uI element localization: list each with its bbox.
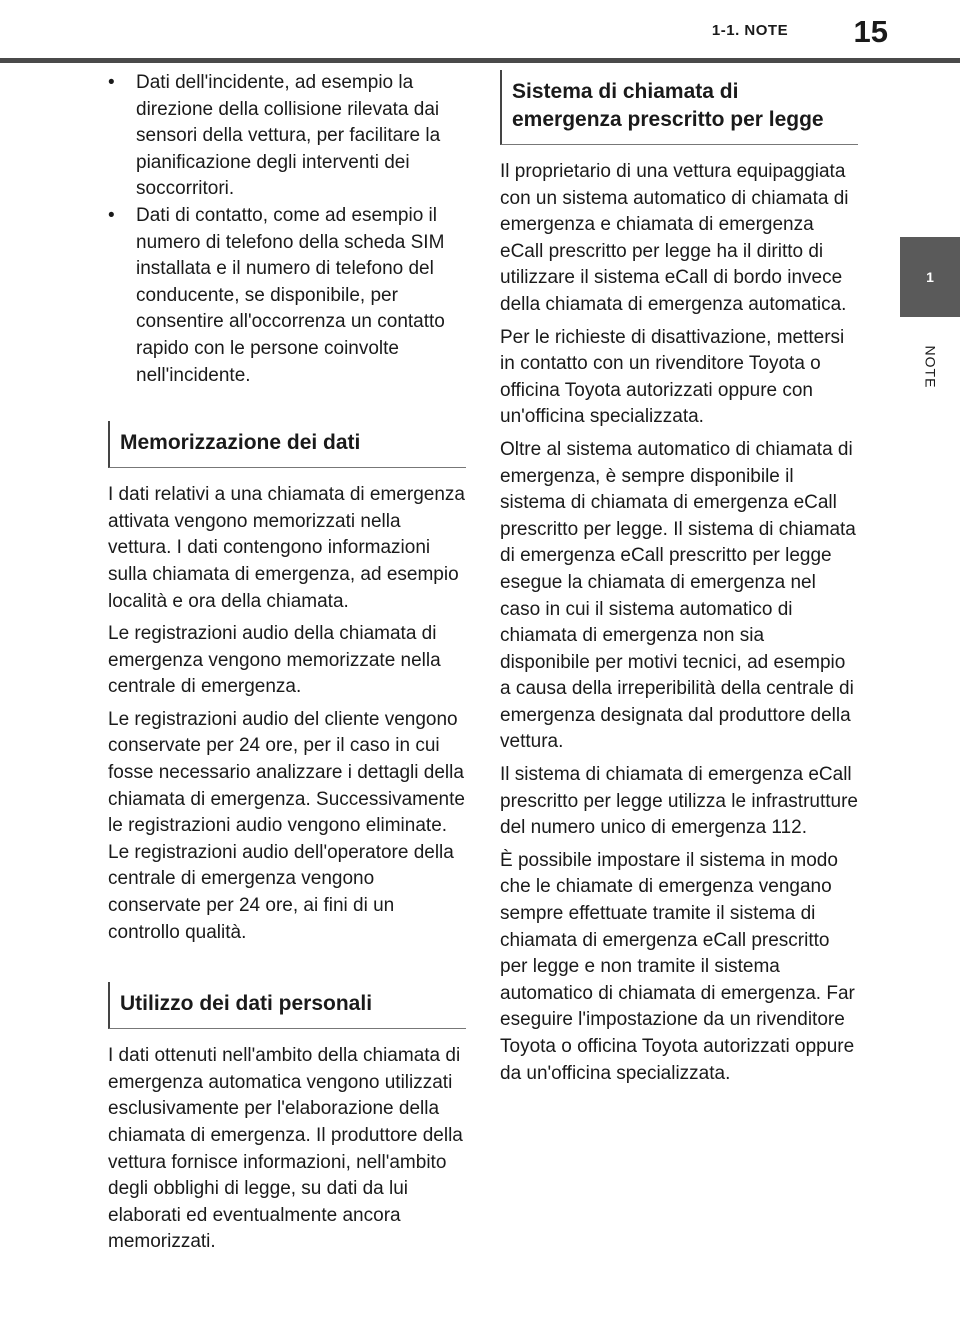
- chapter-label: NOTE: [921, 345, 938, 389]
- bullet-icon: •: [108, 72, 115, 93]
- section-heading-memorizzazione: Memorizzazione dei dati: [108, 421, 466, 468]
- paragraph: Il proprietario di una vettura equipaggiata con un sistema automatico di chiamata di emergenza e chiamata di emergenza eCall prescritto per legge ha il diritto di utilizzare il sistema eCall di bordo invece della chiamata di emergenza automatica.: [500, 161, 849, 315]
- right-column: [500, 70, 858, 1093]
- paragraph: I dati relativi a una chiamata di emergenza attivata vengono memorizzati nella vettura. I dati contengono informazioni sulla chiamata di emergenza, ad esempio località e ora della chiamata.: [108, 484, 465, 612]
- paragraph: Le registrazioni audio della chiamata di emergenza vengono memorizzate nella centrale di emergenza.: [108, 623, 441, 698]
- page-number: 15: [853, 14, 888, 49]
- bullet-list: [108, 70, 466, 389]
- bullet-icon: •: [108, 204, 115, 226]
- paragraph: Oltre al sistema automatico di chiamata di emergenza, è sempre disponibile il sistema di chiamata di emergenza eCall prescritto per legge. Il sistema di chiamata di emergenza eCall prescritto per legge esegue la chiamata di emergenza nel caso in cui il sistema automatico di chiamata di emergenza non sia disponibile per motivi tecnici, ad esempio a causa della irreperibilità della centrale di emergenza designata dal produttore della vettura.: [500, 438, 856, 753]
- paragraph: Le registrazioni audio del cliente vengono conservate per 24 ore, per il caso in cui fosse necessario analizzare i dettagli della chiamata di emergenza. Successivamente le registrazioni audio vengono eliminate. Le registrazioni audio dell'operatore della centrale di emergenza vengono conservate per 24 ore, ai fini di un controllo qualità.: [108, 708, 465, 943]
- list-item: • Dati di contatto, come ad esempio il numero di telefono della scheda SIM installata e il numero di telefono del conducente, se disponibile, per consentire all'occorrenza un contatto rapido con le persone coinvolte nell'incidente.: [108, 204, 445, 386]
- chapter-number: 1: [926, 269, 934, 285]
- list-item: • Dati dell'incidente, ad esempio la direzione della collisione rilevata dai sensori della vettura, per facilitare la pianificazione degli interventi dei soccorritori.: [108, 72, 441, 200]
- left-column: [108, 70, 466, 1262]
- section-heading-sistema-ecall: Sistema di chiamata di emergenza prescritto per legge: [500, 70, 858, 145]
- running-header-section: 1-1. NOTE: [711, 22, 789, 39]
- paragraph: Per le richieste di disattivazione, mettersi in contatto con un rivenditore Toyota o officina Toyota autorizzati oppure con un'officina specializzata.: [500, 326, 845, 428]
- chapter-label-container: [900, 332, 960, 402]
- header-rule: [0, 58, 960, 63]
- paragraph: I dati ottenuti nell'ambito della chiamata di emergenza automatica vengono utilizzati esclusivamente per l'elaborazione della chiamata di emergenza. Il produttore della vettura fornisce informazioni, nell'ambito degli obblighi di legge, su dati da lui elaborati ed eventualmente ancora memorizzati.: [108, 1045, 463, 1253]
- chapter-tab[interactable]: [900, 237, 960, 317]
- paragraph: È possibile impostare il sistema in modo che le chiamate di emergenza vengano sempre effettuate tramite il sistema di chiamata di emergenza eCall prescritto per legge e non tramite il sistema automatico di chiamata di emergenza. Far eseguire l'impostazione da un rivenditore Toyota o officina Toyota autorizzati oppure da un'officina specializzata.: [500, 849, 855, 1084]
- paragraph: Il sistema di chiamata di emergenza eCall prescritto per legge utilizza le infrastrutture del numero unico di emergenza 112.: [500, 764, 858, 839]
- section-heading-utilizzo: Utilizzo dei dati personali: [108, 982, 466, 1029]
